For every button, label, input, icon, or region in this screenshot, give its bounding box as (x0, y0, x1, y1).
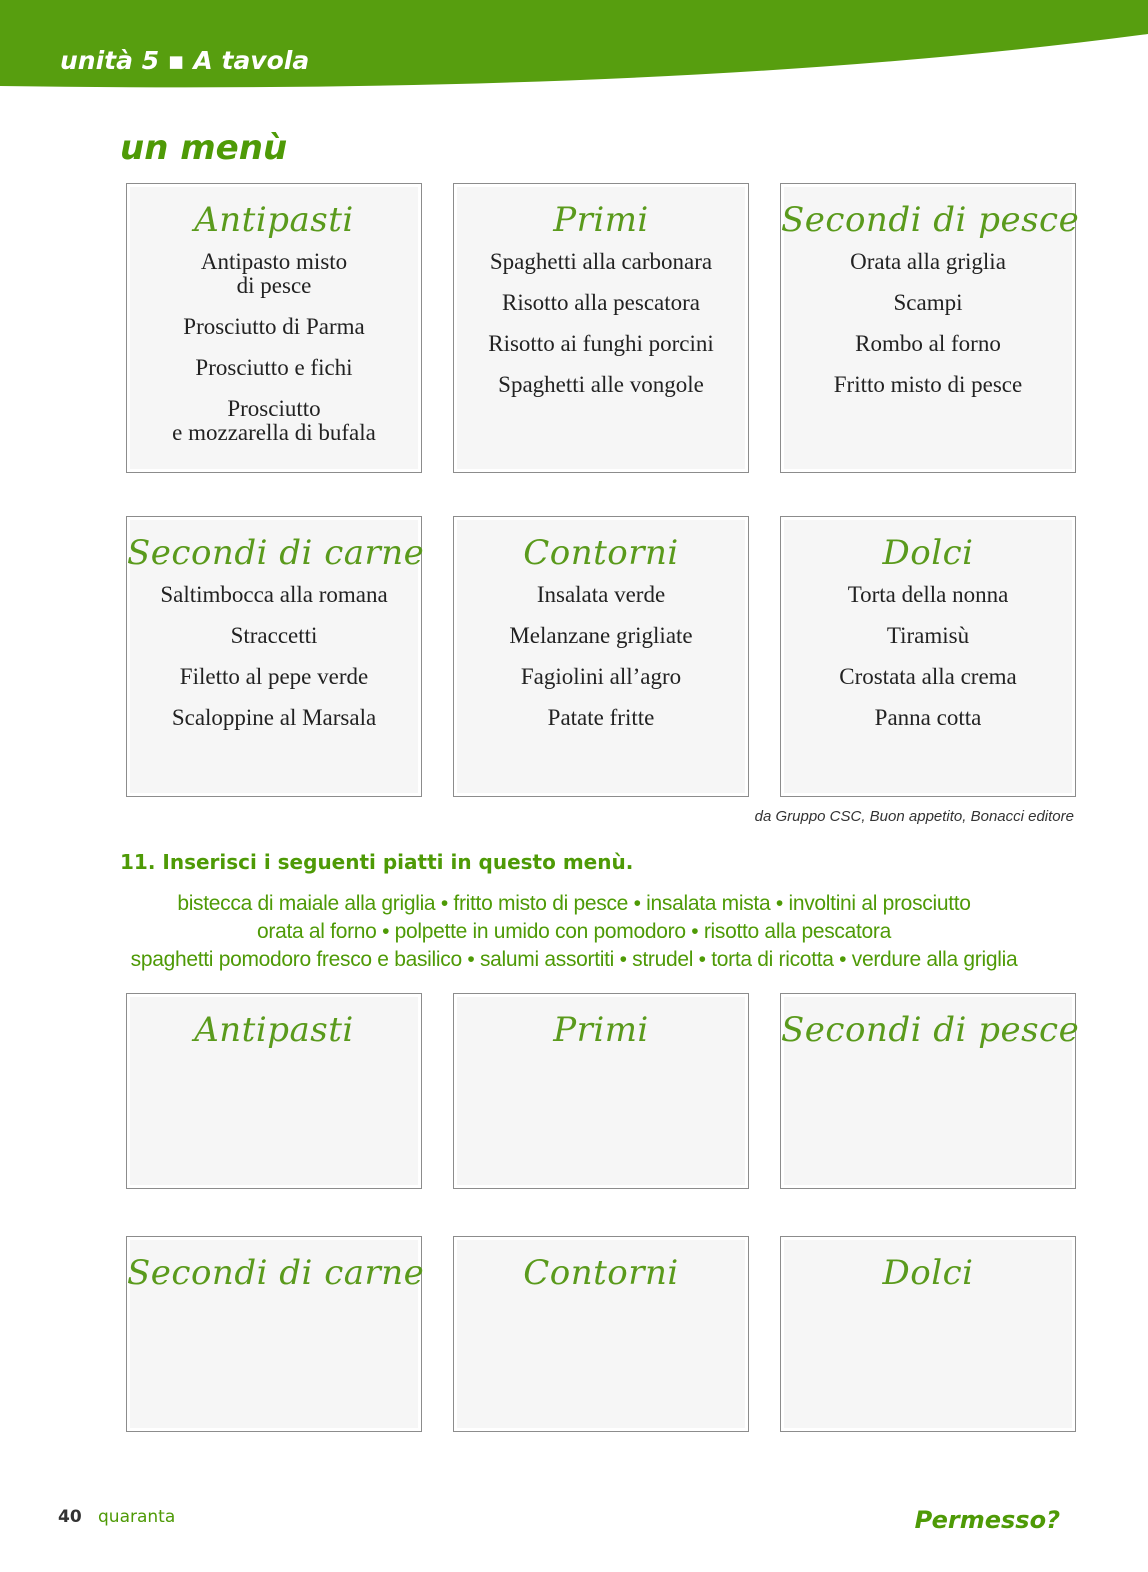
menu-item: Fagiolini all’agro (520, 664, 682, 689)
word-bank (0, 890, 1148, 974)
blank-card-primi (453, 993, 749, 1189)
card-title: Contorni (523, 1253, 679, 1293)
menu-item: Spaghetti alla carbonara (489, 249, 713, 274)
menu-item: Patate fritte (547, 705, 655, 730)
menu-items (781, 250, 1075, 397)
word-bank-line: bistecca di maiale alla griglia • fritto misto di pesce • insalata mista • involtini al prosciutto (177, 892, 971, 915)
page-number: 40 (58, 1507, 82, 1527)
card-title: Secondi di pesce (781, 200, 1080, 240)
blank-card-contorni (453, 1236, 749, 1432)
card-title: Contorni (523, 533, 679, 573)
menu-item: Prosciutto e fichi (195, 355, 353, 380)
menu-item: Orata alla griglia (850, 249, 1006, 274)
card-title: Dolci (882, 533, 974, 573)
word-bank-line: orata al forno • polpette in umido con pomodoro • risotto alla pescatora (257, 920, 891, 943)
menu-item: Prosciutto di Parma (183, 314, 365, 339)
menu-item: Rombo al forno (855, 331, 1001, 356)
blank-card-dolci (780, 1236, 1076, 1432)
card-title: Secondi di carne (127, 1253, 425, 1293)
menu-item: Melanzane grigliate (509, 623, 693, 648)
card-title: Dolci (882, 1253, 974, 1293)
unit-title: unità 5 ▪ A tavola (60, 46, 310, 75)
card-title: Secondi di pesce (781, 1010, 1080, 1050)
card-title: Antipasti (194, 200, 354, 240)
menu-card-contorni (453, 516, 749, 797)
menu-item: Risotto alla pescatora (502, 290, 700, 315)
exercise-instruction: 11. Inserisci i seguenti piatti in questo menù. (120, 850, 634, 874)
menu-item: Insalata verde (536, 582, 666, 607)
menu-items (127, 250, 421, 445)
book-brand: Permesso? (914, 1506, 1060, 1534)
menu-item: Panna cotta (874, 705, 982, 730)
menu-item: Saltimbocca alla romana (160, 582, 388, 607)
card-title: Secondi di carne (127, 533, 425, 573)
menu-item: Fritto misto di pesce (833, 372, 1023, 397)
menu-card-secondi-di-pesce (780, 183, 1080, 473)
menu-item: Risotto ai funghi porcini (488, 331, 714, 356)
menu-card-antipasti (126, 183, 422, 473)
menu-item: Scampi (893, 290, 963, 315)
menu-items (454, 583, 748, 730)
blank-card-secondi-di-carne (126, 1236, 425, 1432)
menu-item: Filetto al pepe verde (179, 664, 369, 689)
card-title: Primi (553, 1010, 649, 1050)
menu-item: Spaghetti alle vongole (498, 372, 704, 397)
section-title: un menù (120, 128, 288, 168)
blank-card-antipasti (126, 993, 422, 1189)
card-title: Primi (553, 200, 649, 240)
menu-item: Prosciutto e mozzarella di bufala (172, 396, 376, 445)
menu-item: Scaloppine al Marsala (171, 705, 377, 730)
menu-item: Crostata alla crema (839, 664, 1017, 689)
menu-items (127, 583, 421, 730)
menu-card-primi (453, 183, 749, 473)
menu-item: Torta della nonna (847, 582, 1009, 607)
card-title: Antipasti (194, 1010, 354, 1050)
word-bank-line: spaghetti pomodoro fresco e basilico • salumi assortiti • strudel • torta di ricotta • verdure alla griglia (130, 948, 1018, 971)
menu-card-dolci (780, 516, 1076, 797)
source-credit: da Gruppo CSC, Buon appetito, Bonacci editore (754, 808, 1074, 825)
blank-card-secondi-di-pesce (780, 993, 1080, 1189)
menu-card-secondi-di-carne (126, 516, 425, 797)
menu-items (781, 583, 1075, 730)
menu-item: Antipasto misto di pesce (200, 249, 348, 298)
menu-item: Straccetti (230, 623, 318, 648)
page-number-word: quaranta (98, 1507, 176, 1527)
menu-item: Tiramisù (886, 623, 970, 648)
menu-items (454, 250, 748, 397)
